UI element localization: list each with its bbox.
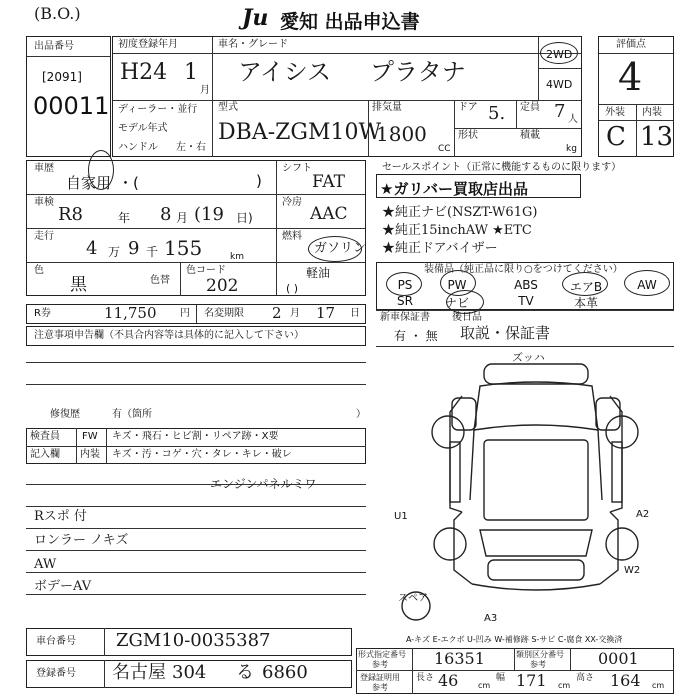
mark-a3: A3 (484, 613, 498, 624)
width-unit: cm (558, 681, 571, 690)
type-label: 型式 (218, 102, 238, 113)
left-front-fender (452, 398, 476, 430)
exterior-score: C (606, 122, 626, 152)
type-value: DBA-ZGM10W (218, 120, 382, 145)
ju-logo: Ju (242, 5, 269, 31)
equip-airbag: エアB (569, 280, 603, 294)
rear-right-wheel (606, 528, 638, 560)
color-code: 202 (206, 276, 239, 296)
category-label: 類別区分番号 (516, 650, 564, 659)
color-trim-label: 色替 (150, 275, 170, 286)
history-paren-open: ・( (118, 174, 139, 192)
inspection-label: 車検 (34, 197, 54, 208)
category-value: 0001 (598, 649, 639, 668)
model-year-label: モデル年式 (118, 123, 168, 134)
equip-tv: TV (518, 294, 534, 308)
fuel-option: 軽油 (306, 266, 331, 280)
sales-point-3: ★純正ドアバイザー (382, 241, 498, 256)
name-change-month: 2 (272, 304, 282, 322)
inspector-label-2: 記入欄 (30, 449, 60, 460)
model-name: アイシス (238, 58, 332, 86)
sales-points-label: セールスポイント（正常に機能するものに限ります） (382, 162, 622, 173)
fuel-paren: ( ) (286, 282, 299, 295)
history-value: 自家用 (66, 174, 112, 192)
recycle-unit: 円 (180, 308, 190, 319)
plate-number: 6860 (262, 662, 308, 683)
inspection-day-unit: 日) (236, 211, 253, 225)
lower-body (454, 512, 618, 584)
rear-window (480, 530, 592, 556)
inspection-year-unit: 年 (118, 211, 131, 225)
equip-aw: AW (637, 278, 657, 292)
type-no-sub: 参考 (372, 660, 388, 669)
record-value: 取説・保証書 (460, 324, 551, 342)
car-diagram (372, 360, 672, 630)
rear-left-wheel (434, 528, 466, 560)
registration-month-unit: 月 (200, 85, 210, 96)
ac-label: 冷房 (282, 197, 302, 208)
exterior-label: 外装 (605, 107, 625, 118)
doors-label: ドア (458, 102, 478, 113)
color-value: 黒 (70, 275, 87, 295)
height-value: 164 (610, 671, 641, 690)
fuel-value: ガソリン (314, 241, 367, 256)
capacity-label: 定員 (520, 102, 540, 113)
handle-label: ハンドル (118, 142, 158, 153)
warranty-label: 新車保証書 (380, 312, 430, 323)
history-circle (88, 150, 114, 190)
displacement-unit: CC (438, 144, 451, 154)
type-no-label: 形式指定番号 (358, 650, 406, 659)
model-grade: プラタナ (370, 58, 466, 86)
interior-items: キズ・汚・コゲ・穴・タレ・キレ・破レ (112, 449, 292, 460)
load-unit: kg (566, 144, 577, 154)
equip-leather: 本革 (573, 296, 598, 310)
cert-label: 登録証明用 (360, 673, 400, 682)
chassis-value: ZGM10-0035387 (116, 630, 271, 651)
fuel-circle (308, 236, 362, 262)
remark-2: Rスポ 付 (34, 509, 87, 524)
inspection-day: (19 (194, 204, 224, 225)
category-sub: 参考 (530, 660, 546, 669)
cert-sub: 参考 (372, 683, 388, 692)
mileage-label: 走行 (34, 231, 54, 242)
inspection-month: 8 (160, 204, 172, 225)
lot-label: 出品番号 (34, 41, 74, 52)
displacement-label: 排気量 (372, 102, 402, 113)
sales-point-1: ★純正ナビ(NSZT-W61G) (382, 205, 538, 220)
roof-panel (484, 440, 588, 520)
handle-lr: 左・右 (176, 142, 206, 153)
type-no-value: 16351 (434, 649, 485, 668)
lot-bracket-number: [2091] (42, 70, 82, 84)
shape-label: 形状 (458, 130, 478, 141)
equip-ps: PS (397, 278, 413, 292)
inspection-month-unit: 月 (176, 211, 189, 225)
mileage-man-unit: 万 (108, 245, 121, 259)
inspection-era: R8 (58, 204, 84, 225)
lot-number: 00011 (33, 92, 110, 120)
front-bumper (484, 364, 588, 384)
mileage-sen-unit: 千 (146, 245, 159, 259)
displacement-value: 1800 (376, 122, 427, 146)
fuel-label: 燃料 (282, 231, 302, 242)
roof-outline (474, 382, 598, 430)
registration-month: 1 (184, 60, 198, 85)
record-label: 後日品 (452, 312, 482, 323)
repair-value: 有（箇所 (112, 409, 152, 420)
doors-value: 5. (488, 103, 506, 124)
recycle-value: 11,750 (104, 304, 157, 322)
drive-2wd-circle (540, 42, 578, 64)
length-label: 長さ (416, 673, 435, 683)
capacity-unit: 人 (568, 114, 578, 125)
inspector-label-1: 検査員 (30, 431, 60, 442)
plate-class: 304 (172, 662, 207, 683)
page-title: 愛知 出品申込書 (280, 11, 420, 33)
repair-close: ） (356, 409, 366, 420)
mileage-rest: 155 (164, 236, 203, 260)
interior-tag: 内装 (80, 449, 100, 460)
diagram-legend: A-キズ E-エクボ U-凹み W-補修跡 S-サビ C-腐食 XX-交換済 (406, 635, 623, 644)
history-label: 車歴 (34, 163, 54, 174)
equip-aw-circle (624, 270, 670, 296)
intake-stamp: (B.O.) (34, 4, 81, 23)
color-code-label: 色コード (186, 265, 226, 276)
ac-value: AAC (310, 204, 348, 224)
remark-5: ボデーAV (34, 579, 92, 594)
drive-2wd: 2WD (546, 48, 573, 61)
equip-abs: ABS (514, 278, 538, 292)
width-label: 幅 (496, 673, 506, 683)
mark-a2: A2 (636, 509, 650, 520)
warranty-yes-no: 有 ・ 無 (394, 329, 438, 343)
registration-era: H24 (120, 60, 168, 85)
length-unit: cm (478, 681, 491, 690)
fw-items: キズ・飛石・ヒビ割・リペア跡・X要 (112, 431, 279, 442)
color-label: 色 (34, 265, 44, 276)
remark-4: AW (34, 557, 57, 572)
remark-3: ロンラー ノキズ (34, 533, 129, 548)
drive-4wd: 4WD (546, 78, 573, 91)
score-value: 4 (618, 55, 643, 99)
recycle-label: R券 (34, 308, 51, 319)
equip-pw: PW (447, 278, 467, 292)
mileage-sen: 9 (128, 238, 140, 259)
shift-value: FAT (312, 172, 346, 192)
length-value: 46 (438, 671, 459, 690)
plate-region: 名古屋 (112, 662, 166, 683)
height-unit: cm (652, 681, 665, 690)
sales-point-2: ★純正15inchAW ★ETC (382, 223, 532, 238)
right-door (612, 442, 622, 502)
mark-w2: W2 (624, 565, 641, 576)
name-change-label: 名変期限 (204, 308, 244, 319)
history-paren-close: ) (256, 172, 262, 190)
load-label: 積載 (520, 130, 540, 141)
height-label: 高さ (576, 673, 595, 683)
equip-ps-circle (386, 272, 422, 296)
capacity-value: 7 (554, 101, 566, 122)
mark-u1: U1 (394, 511, 408, 522)
front-left-wheel (432, 416, 464, 448)
equip-airbag-circle (562, 272, 608, 296)
repair-label: 修復歴 (50, 409, 80, 420)
name-change-month-unit: 月 (290, 308, 300, 319)
equip-sr: SR (397, 294, 413, 308)
plate-kana: る (236, 662, 254, 683)
notes-label: 注意事項申告欄（不具合内容等は具体的に記入して下さい） (34, 330, 304, 341)
mileage-unit: km (230, 252, 244, 262)
sales-badge: ★ガリバー買取店出品 (380, 180, 528, 198)
model-label: 車名・グレード (218, 39, 288, 50)
width-value: 171 (516, 671, 547, 690)
left-door (450, 442, 460, 502)
fw-tag: FW (82, 431, 98, 442)
registration-label: 初度登録年月 (118, 39, 178, 50)
mileage-man: 4 (86, 238, 98, 259)
shift-label: シフト (282, 163, 312, 174)
spare-label: スペア (398, 593, 428, 604)
name-change-day-unit: 日 (350, 308, 360, 319)
score-label: 評価点 (616, 39, 646, 50)
dealer-label: ディーラー・並行 (118, 104, 198, 115)
plate-label: 登録番号 (36, 668, 76, 679)
name-change-day: 17 (316, 304, 336, 322)
equipment-label: 装備品（純正品に限り○をつけてください） (424, 264, 623, 275)
diagram-front-label: ズッハ (512, 351, 545, 364)
interior-label: 内装 (642, 107, 662, 118)
equip-navi: ナビ (444, 296, 469, 310)
chassis-label: 車台番号 (36, 636, 76, 647)
remark-1: エンジンパネルミワ (210, 477, 317, 491)
rear-lower (472, 584, 600, 590)
interior-score: 13 (640, 122, 674, 152)
rear-bumper (488, 560, 584, 580)
